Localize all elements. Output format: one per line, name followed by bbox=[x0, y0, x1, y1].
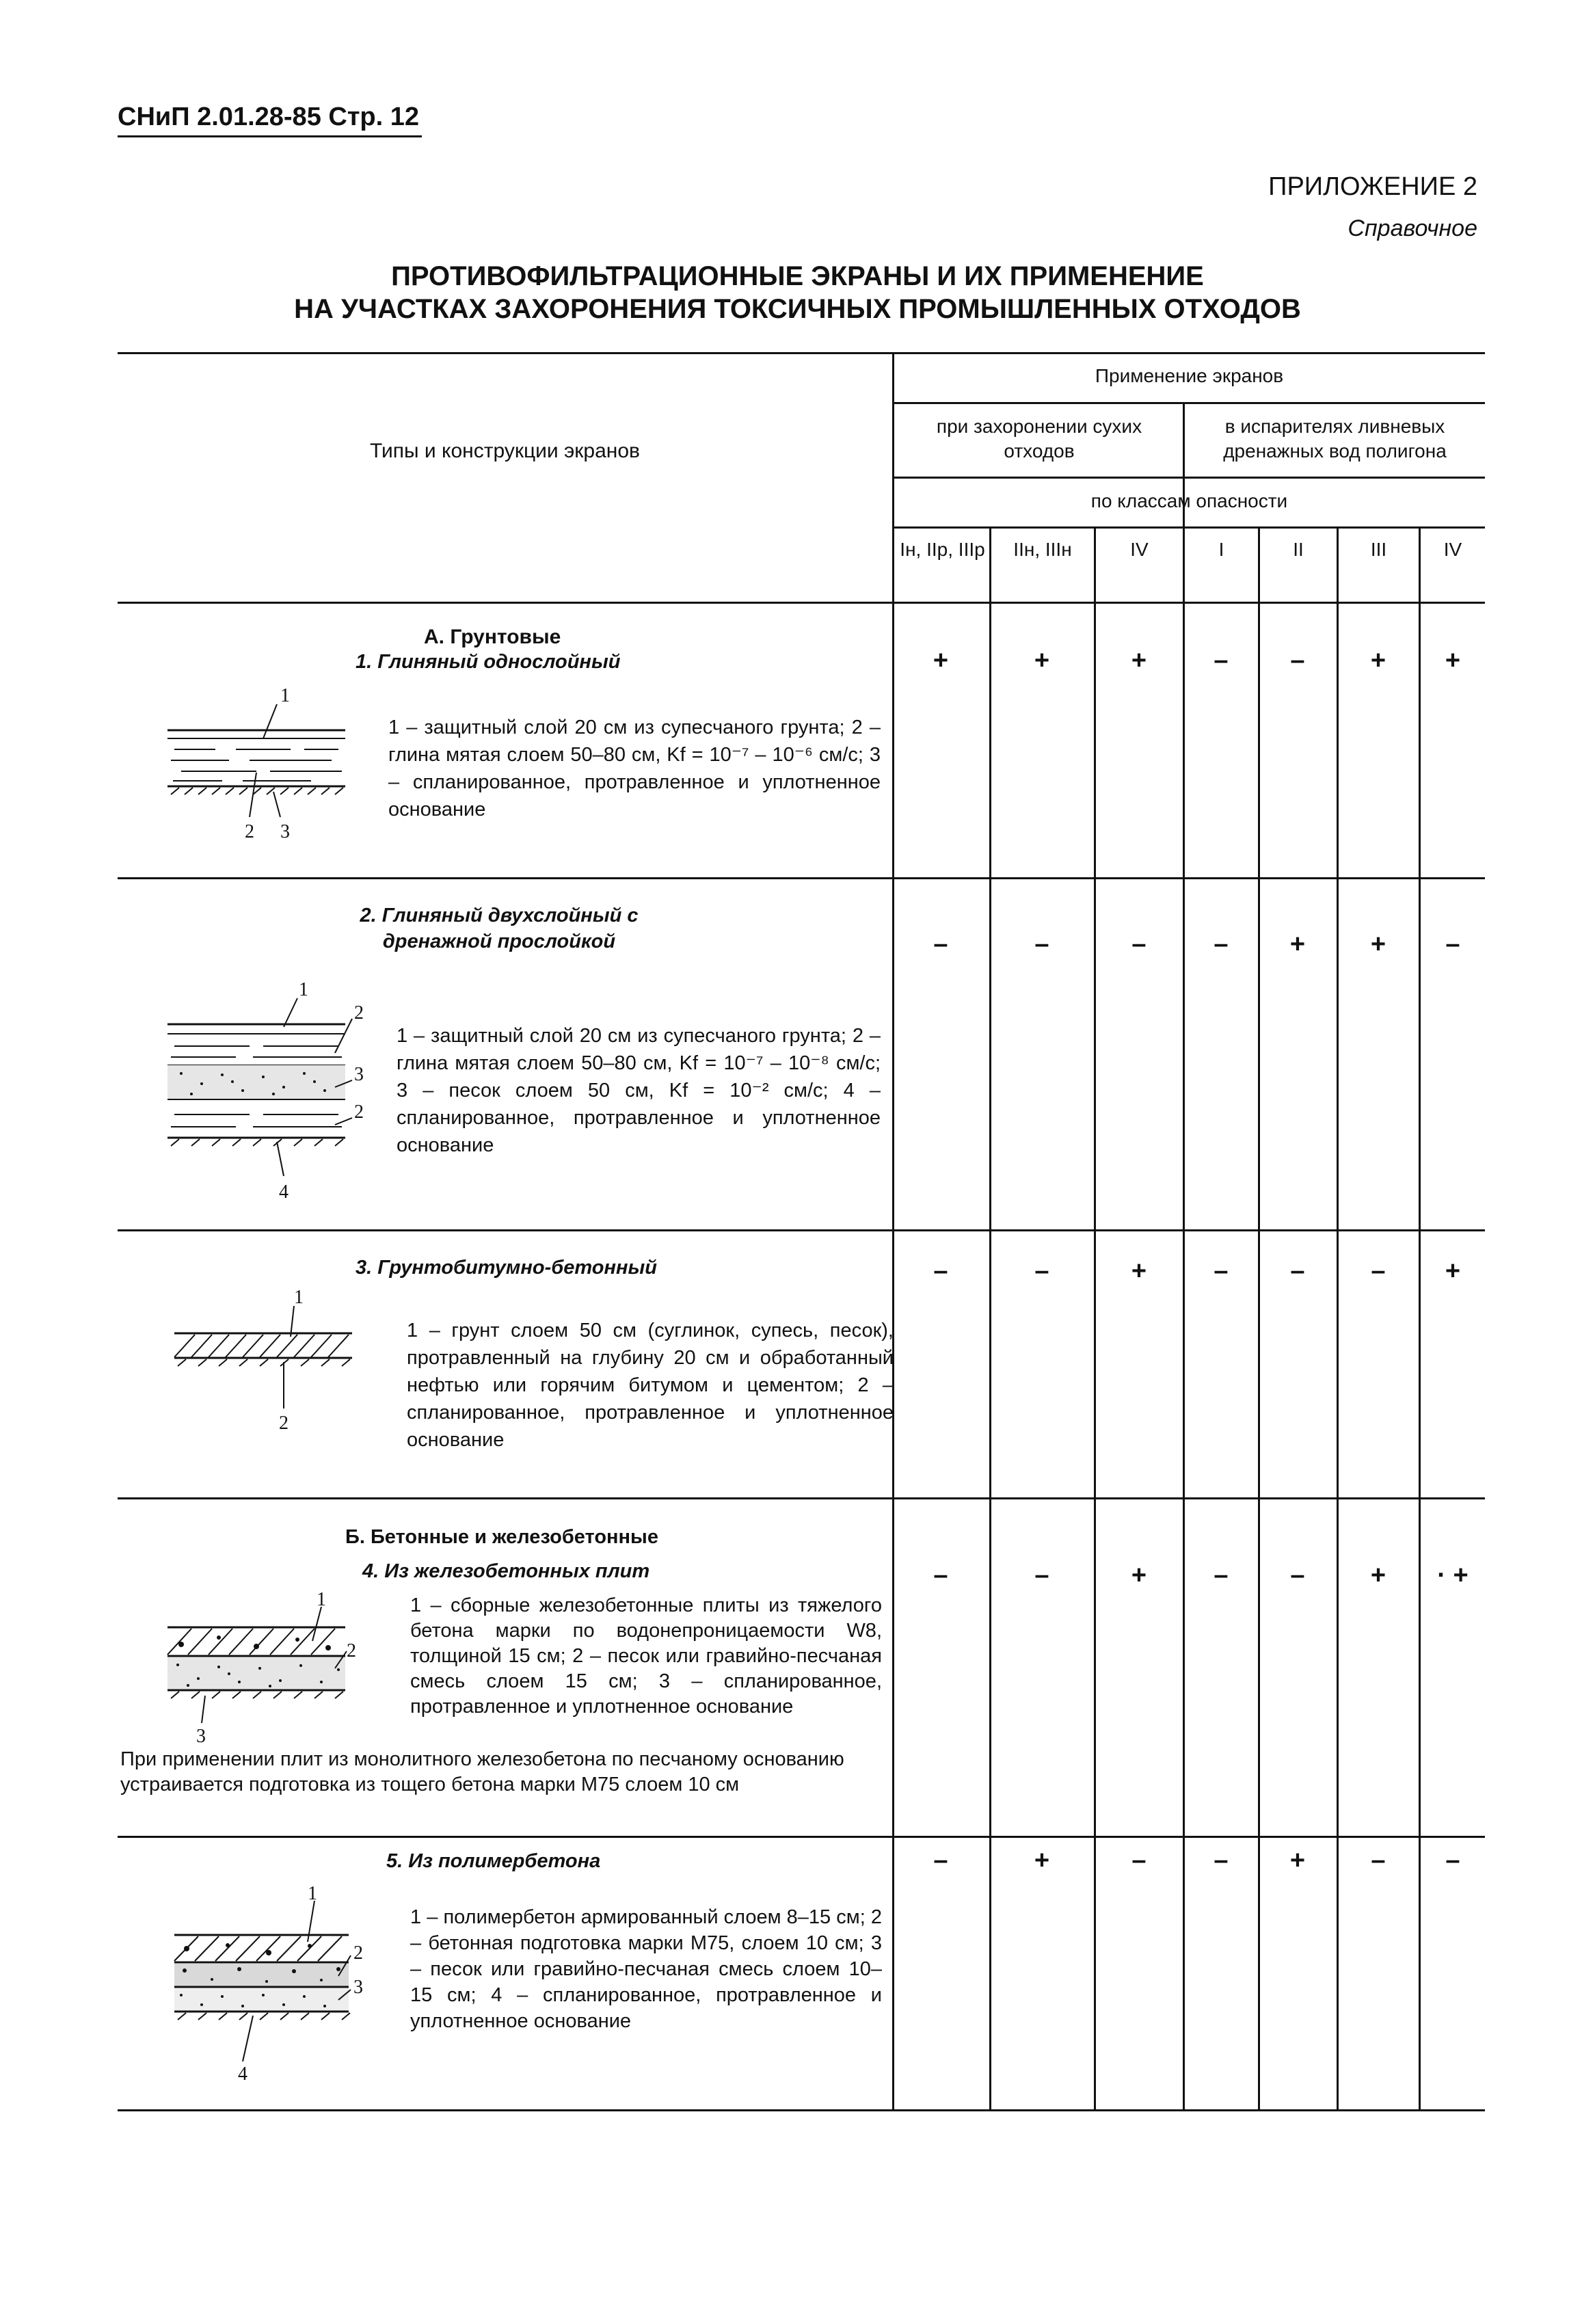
diagram-label: 4 bbox=[238, 2063, 247, 2085]
class-header: IIн, IIIн bbox=[1013, 539, 1072, 560]
row-description: 1 – защитный слой 20 см из супесчаного грунта; 2 – глина мятая слоем 50–80 см, Kf = 10⁻⁷ – 10⁻⁶ см/с; 3 – спланированное, протравленное и уплотненное основание bbox=[388, 717, 881, 820]
diagram-label: 1 bbox=[294, 1287, 304, 1308]
diagram-label: 3 bbox=[196, 1726, 206, 1747]
table-cell-mark: – bbox=[1371, 1846, 1386, 1875]
diagram-label: 2 bbox=[279, 1413, 289, 1434]
column-header-evaporators: в испарителях ливневых дренажных вод полигона bbox=[1223, 416, 1447, 462]
table-cell-mark: – bbox=[933, 1846, 948, 1875]
section-title: Б. Бетонные и железобетонные bbox=[345, 1526, 658, 1548]
appendix-label: ПРИЛОЖЕНИЕ 2 bbox=[1268, 172, 1477, 201]
table-cell-mark: – bbox=[1214, 646, 1229, 675]
table-cell-mark: – bbox=[1371, 1257, 1386, 1285]
table-cell-mark: + bbox=[933, 646, 949, 675]
diagram-label: 1 bbox=[299, 979, 308, 1000]
table-cell-mark: + bbox=[1034, 646, 1050, 675]
column-header-types: Типы и конструкции экранов bbox=[370, 440, 640, 462]
table-cell-mark: – bbox=[1290, 1561, 1305, 1590]
row-title: 5. Из полимербетона bbox=[386, 1850, 601, 1872]
diagram-reinforced-concrete-slabs bbox=[154, 1586, 373, 1750]
table-cell-mark: – bbox=[1131, 1846, 1147, 1875]
row-description: 1 – грунт слоем 50 см (суглинок, супесь, песок), протравленный на глубину 20 см и обработанный нефтью или горячим битумом и цементом; 2 – спланированное, протравленное и уплотненное основание bbox=[407, 1320, 894, 1451]
table-cell-mark: + bbox=[1445, 646, 1461, 675]
row-description: 1 – сборные железобетонные плиты из тяжелого бетона марки по водонепроницаемости W8, толщиной 15 см; 2 – песок или гравийно-песчаная смесь слоем 15 см; 3 – спланированное, протравленное и уплотненное основание bbox=[410, 1594, 882, 1718]
table-cell-mark: + bbox=[1289, 1846, 1306, 1875]
column-header-dry-waste: при захоронении сухих отходов bbox=[936, 416, 1142, 462]
table-cell-mark: – bbox=[1290, 646, 1305, 675]
diagram-clay-two-layer bbox=[154, 978, 379, 1203]
table-cell-mark: – bbox=[1034, 1561, 1049, 1590]
table-cell-mark: – bbox=[1290, 1257, 1305, 1285]
table-cell-mark: + bbox=[1370, 1561, 1386, 1590]
class-header: III bbox=[1370, 539, 1387, 560]
header-underline bbox=[118, 135, 422, 137]
table-cell-mark: – bbox=[933, 930, 948, 959]
diagram-label: 3 bbox=[354, 1064, 364, 1085]
table-cell-mark: – bbox=[933, 1257, 948, 1285]
diagram-soil-bitumen-concrete bbox=[154, 1285, 373, 1450]
diagram-label: 3 bbox=[280, 821, 290, 842]
table-cell-mark: – bbox=[1214, 930, 1229, 959]
table-cell-mark: + bbox=[1131, 646, 1147, 675]
diagram-label: 1 bbox=[308, 1883, 317, 1904]
diagram-label: 2 bbox=[353, 1942, 363, 1964]
table-cell-mark: – bbox=[1445, 1846, 1460, 1875]
row-title: 3. Грунтобитумно-бетонный bbox=[356, 1257, 657, 1279]
page-title-line2: НА УЧАСТКАХ ЗАХОРОНЕНИЯ ТОКСИЧНЫХ ПРОМЫШЛЕННЫХ ОТХОДОВ bbox=[294, 294, 1301, 324]
diagram-label: 2 bbox=[354, 1002, 364, 1024]
class-header: IV bbox=[1130, 539, 1149, 560]
table-cell-mark: – bbox=[1214, 1561, 1229, 1590]
table-cell-mark: + bbox=[1370, 930, 1386, 959]
class-header: IV bbox=[1443, 539, 1462, 560]
appendix-type: Справочное bbox=[1348, 215, 1477, 241]
diagram-clay-single-layer bbox=[154, 684, 359, 848]
diagram-label: 1 bbox=[317, 1589, 326, 1610]
section-title: А. Грунтовые bbox=[424, 626, 561, 648]
column-header-by-class: по классам опасности bbox=[1090, 490, 1288, 511]
class-header: II bbox=[1293, 539, 1304, 560]
table-cell-mark: · + bbox=[1437, 1561, 1469, 1590]
diagram-label: 3 bbox=[353, 1977, 363, 1998]
table-cell-mark: + bbox=[1445, 1257, 1461, 1285]
column-header-application: Применение экранов bbox=[1095, 365, 1284, 386]
row-title: 2. Глиняный двухслойный с дренажной прослойкой bbox=[360, 905, 639, 952]
row-title: 1. Глиняный однослойный bbox=[356, 651, 621, 673]
table-cell-mark: – bbox=[1034, 930, 1049, 959]
diagram-polymer-concrete bbox=[154, 1880, 373, 2085]
table-cell-mark: + bbox=[1034, 1846, 1050, 1875]
class-header: I bbox=[1218, 539, 1224, 560]
diagram-label: 1 bbox=[280, 685, 290, 706]
table-cell-mark: – bbox=[1131, 930, 1147, 959]
diagram-label: 4 bbox=[279, 1181, 289, 1203]
diagram-label: 2 bbox=[354, 1101, 364, 1123]
row-description: 1 – полимербетон армированный слоем 8–15 см; 2 – бетонная подготовка марки М75, слоем 10 см; 3 – песок или гравийно-песчаная смесь слоем 10–15 см; 4 – спланированное, протравленное и уплотненное основание bbox=[410, 1906, 882, 2032]
table-cell-mark: – bbox=[1034, 1257, 1049, 1285]
table-cell-mark: – bbox=[1445, 930, 1460, 959]
table-cell-mark: + bbox=[1131, 1257, 1147, 1285]
row-description: 1 – защитный слой 20 см из супесчаного грунта; 2 – глина мятая слоем 50–80 см, Kf = 10⁻⁷ – 10⁻⁸ см/с; 3 – песок слоем 50 см, Kf = 10⁻² см/с; 4 – спланированное, протравленное и уплотненное основание bbox=[397, 1025, 881, 1156]
table-cell-mark: – bbox=[1214, 1257, 1229, 1285]
page-title-line1: ПРОТИВОФИЛЬТРАЦИОННЫЕ ЭКРАНЫ И ИХ ПРИМЕНЕНИЕ bbox=[391, 261, 1204, 291]
class-header: Iн, IIр, IIIр bbox=[900, 539, 985, 560]
document-reference: СНиП 2.01.28-85 Стр. 12 bbox=[118, 103, 420, 131]
table-cell-mark: + bbox=[1131, 1561, 1147, 1590]
row-note: При применении плит из монолитного железобетона по песчаному основанию устраивается подготовка из тощего бетона марки М75 слоем 10 см bbox=[120, 1748, 844, 1795]
table-cell-mark: + bbox=[1370, 646, 1386, 675]
diagram-label: 2 bbox=[245, 821, 254, 842]
diagram-label: 2 bbox=[347, 1640, 356, 1661]
row-title: 4. Из железобетонных плит bbox=[362, 1560, 650, 1582]
table-cell-mark: – bbox=[933, 1561, 948, 1590]
table-cell-mark: – bbox=[1214, 1846, 1229, 1875]
table-cell-mark: + bbox=[1289, 930, 1306, 959]
